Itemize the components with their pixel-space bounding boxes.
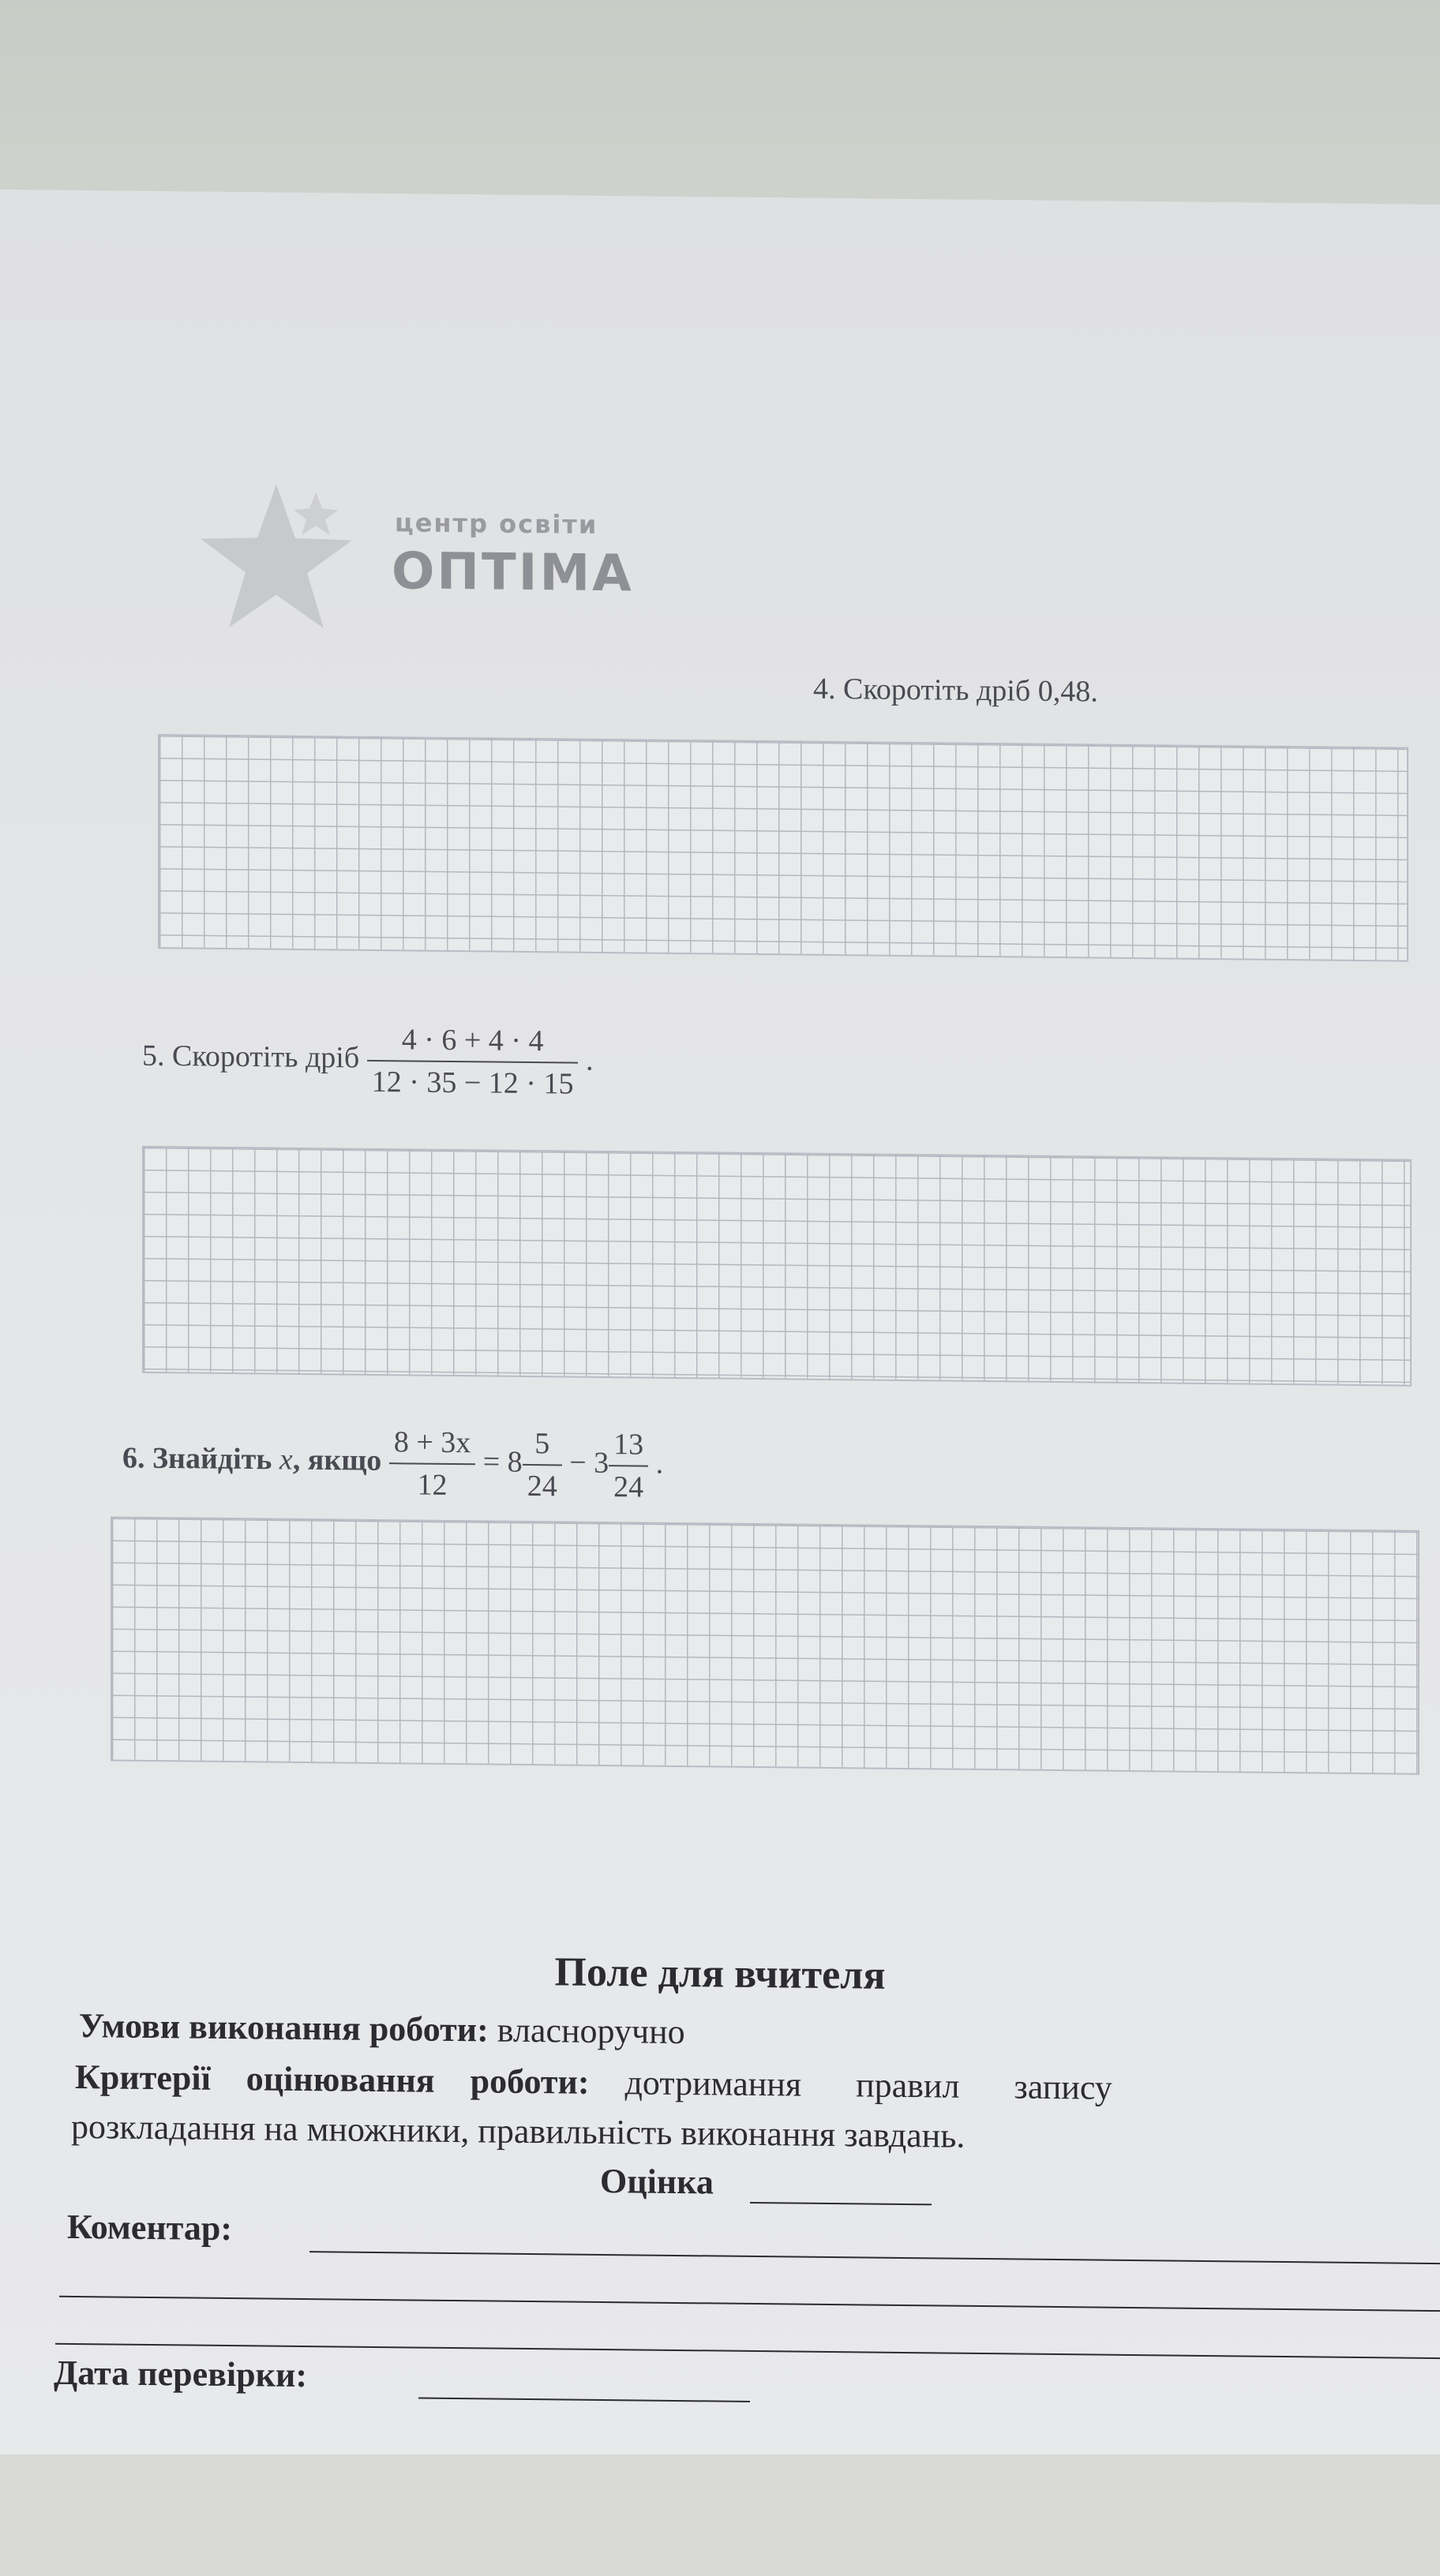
task-text: Знайдіть — [152, 1441, 272, 1477]
criteria-value-1: дотримання правил запису — [624, 2063, 1112, 2107]
lhs-fraction — [389, 1425, 475, 1503]
criteria-line — [75, 2057, 1440, 2111]
fraction — [367, 1022, 579, 1102]
task-number: 4. — [813, 672, 836, 706]
worksheet-page — [0, 189, 1440, 2485]
mixed-fraction-1 — [523, 1426, 562, 1504]
fraction-denominator: 12 · 35 − 12 · 15 — [371, 1065, 574, 1101]
task-text: Скоротіть дріб — [172, 1039, 360, 1075]
fraction-numerator: 5 — [523, 1426, 562, 1466]
fraction-denominator: 24 — [527, 1469, 557, 1503]
conditions-line — [79, 2005, 685, 2052]
fraction-denominator: 24 — [613, 1470, 644, 1504]
grade-label: Оцінка — [600, 2161, 714, 2202]
mixed-fraction-2 — [609, 1427, 648, 1505]
variable-x: x — [279, 1443, 293, 1477]
comment-label: Коментар: — [67, 2207, 232, 2248]
task-text-post: , якщо — [292, 1443, 382, 1477]
minus-whole: − 3 — [569, 1446, 609, 1480]
task-5 — [142, 1020, 593, 1102]
conditions-label: Умови виконання роботи: — [79, 2006, 489, 2050]
date-field[interactable] — [418, 2398, 750, 2402]
comment-field-line-1[interactable] — [309, 2251, 1440, 2264]
fraction-denominator: 12 — [417, 1468, 448, 1502]
answer-grid-6[interactable] — [111, 1516, 1419, 1774]
conditions-value: власноручно — [497, 2010, 685, 2052]
logo-title: ОПТІМА — [392, 542, 634, 604]
equals-whole: = 8 — [482, 1445, 523, 1479]
task-end: . — [585, 1043, 594, 1077]
fraction-numerator: 13 — [609, 1427, 648, 1467]
grade-field[interactable] — [750, 2202, 932, 2205]
desk-surface — [0, 2454, 1440, 2576]
date-label: Дата перевірки: — [54, 2353, 307, 2395]
answer-grid-5[interactable] — [142, 1146, 1412, 1387]
star-logo-icon — [197, 476, 355, 635]
fraction-numerator: 4 · 6 + 4 · 4 — [367, 1022, 579, 1064]
task-number: 5. — [142, 1039, 165, 1073]
task-text: Скоротіть дріб 0,48. — [843, 672, 1098, 709]
task-4 — [813, 672, 1098, 710]
comment-field-line-2[interactable] — [59, 2296, 1440, 2312]
criteria-line-2: розкладання на множники, правильність виконання завдань. — [71, 2106, 966, 2155]
fraction-numerator: 8 + 3x — [389, 1425, 475, 1465]
task-6 — [122, 1422, 663, 1505]
teacher-section-title: Поле для вчителя — [554, 1949, 886, 1998]
task-end: . — [655, 1447, 664, 1481]
criteria-label: Критерії оцінювання роботи: — [75, 2057, 590, 2102]
answer-grid-4[interactable] — [158, 734, 1408, 962]
logo-subtitle: центр освіти — [395, 507, 598, 540]
task-number: 6. — [122, 1441, 145, 1475]
